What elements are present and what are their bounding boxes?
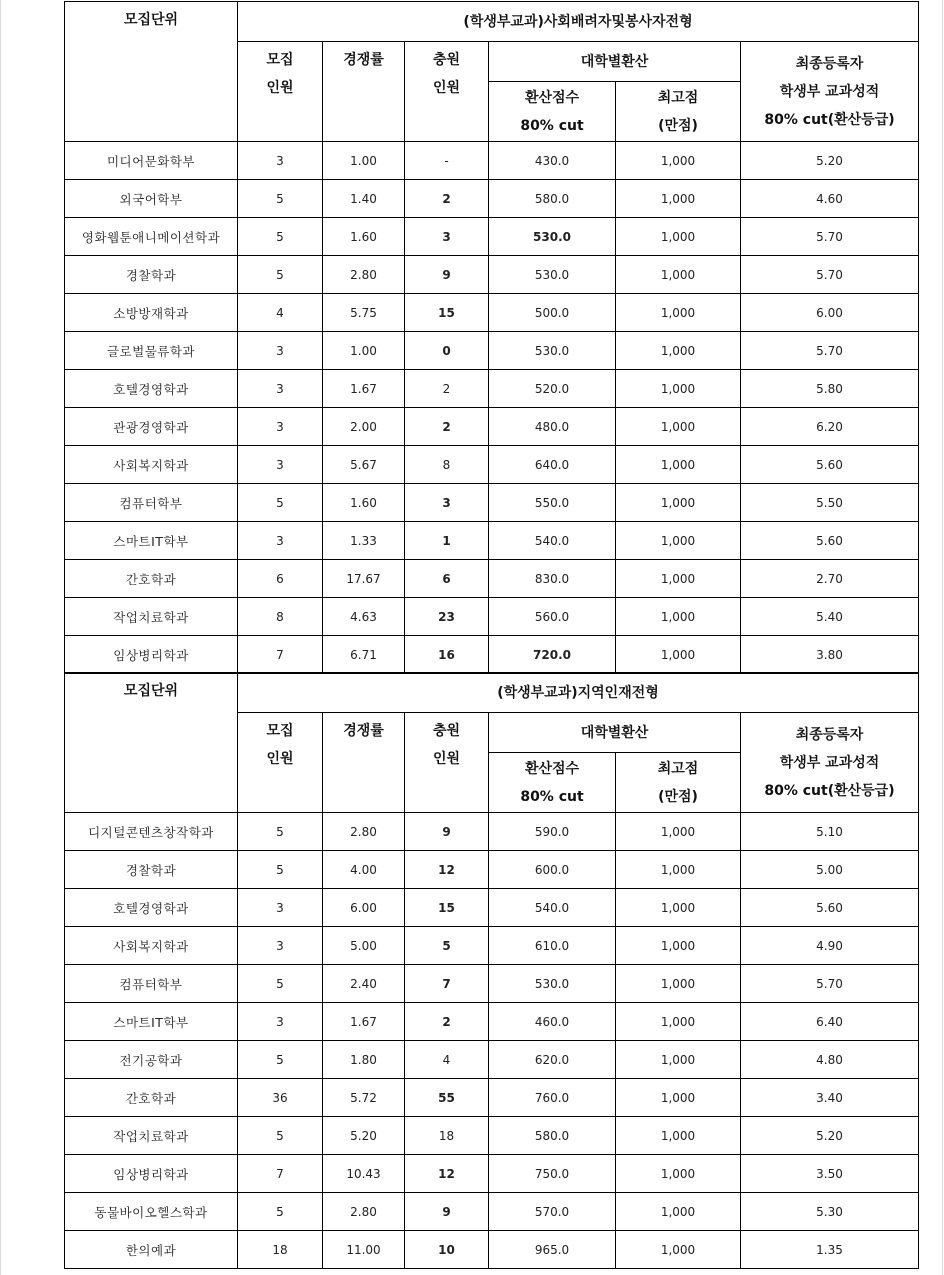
recruit-count-cell: 5	[238, 965, 323, 1003]
right-edge-line	[942, 0, 943, 1275]
recruit-count-cell: 3	[238, 446, 323, 484]
added-count-cell: 15	[405, 889, 489, 927]
recruit-count-cell: 5	[238, 813, 323, 851]
final-grade-cell: 4.60	[741, 180, 919, 218]
competition-ratio-cell: 5.75	[323, 294, 405, 332]
competition-header: 경쟁률	[323, 713, 405, 813]
competition-ratio-cell: 5.20	[323, 1117, 405, 1155]
added-count-cell: 2	[405, 1003, 489, 1041]
unit-name-cell: 스마트IT학부	[65, 1003, 238, 1041]
final-grade-cell: 5.20	[741, 142, 919, 180]
recruit-count-cell: 4	[238, 294, 323, 332]
added-count-cell: 9	[405, 813, 489, 851]
converted-score-cell: 720.0	[489, 636, 616, 674]
table-row	[65, 598, 919, 636]
final-grade-cell: 4.80	[741, 1041, 919, 1079]
added-header: 충원 인원	[405, 713, 489, 813]
table-2-header	[65, 673, 919, 813]
converted-score-cell: 520.0	[489, 370, 616, 408]
competition-ratio-cell: 1.60	[323, 484, 405, 522]
table-row	[65, 965, 919, 1003]
admission-table-2	[64, 672, 919, 1269]
unit-name-cell: 외국어학부	[65, 180, 238, 218]
score-header: 환산점수 80% cut	[489, 82, 616, 142]
max-score-cell: 1,000	[616, 522, 741, 560]
final-grade-header: 최종등록자 학생부 교과성적 80% cut(환산등급)	[741, 42, 919, 142]
unit-name-cell: 간호학과	[65, 560, 238, 598]
competition-ratio-cell: 1.33	[323, 522, 405, 560]
unit-header: 모집단위	[65, 673, 238, 813]
added-count-cell: 2	[405, 370, 489, 408]
unit-name-cell: 스마트IT학부	[65, 522, 238, 560]
recruit-count-cell: 3	[238, 332, 323, 370]
max-score-cell: 1,000	[616, 636, 741, 674]
competition-ratio-cell: 1.00	[323, 332, 405, 370]
final-grade-header: 최종등록자 학생부 교과성적 80% cut(환산등급)	[741, 713, 919, 813]
converted-score-cell: 590.0	[489, 813, 616, 851]
competition-ratio-cell: 6.00	[323, 889, 405, 927]
converted-score-cell: 750.0	[489, 1155, 616, 1193]
converted-score-cell: 620.0	[489, 1041, 616, 1079]
table-row	[65, 256, 919, 294]
competition-ratio-cell: 2.80	[323, 256, 405, 294]
converted-score-cell: 530.0	[489, 965, 616, 1003]
unit-name-cell: 한의예과	[65, 1231, 238, 1269]
recruit-count-cell: 6	[238, 560, 323, 598]
max-score-cell: 1,000	[616, 813, 741, 851]
final-grade-cell: 5.60	[741, 522, 919, 560]
competition-ratio-cell: 11.00	[323, 1231, 405, 1269]
max-score-cell: 1,000	[616, 1079, 741, 1117]
added-count-cell: 12	[405, 1155, 489, 1193]
max-score-cell: 1,000	[616, 218, 741, 256]
table-row	[65, 1231, 919, 1269]
converted-score-cell: 610.0	[489, 927, 616, 965]
final-grade-cell: 3.40	[741, 1079, 919, 1117]
max-score-header: 최고점 (만점)	[616, 82, 741, 142]
competition-ratio-cell: 2.80	[323, 813, 405, 851]
final-grade-cell: 5.70	[741, 218, 919, 256]
unit-name-cell: 호텔경영학과	[65, 370, 238, 408]
competition-ratio-cell: 5.00	[323, 927, 405, 965]
competition-ratio-cell: 4.00	[323, 851, 405, 889]
table-row	[65, 813, 919, 851]
max-score-cell: 1,000	[616, 142, 741, 180]
recruit-count-cell: 5	[238, 180, 323, 218]
max-score-cell: 1,000	[616, 180, 741, 218]
table-row	[65, 522, 919, 560]
final-grade-cell: 5.00	[741, 851, 919, 889]
table-title: (학생부교과)지역인재전형	[238, 673, 919, 713]
added-count-cell: 8	[405, 446, 489, 484]
max-score-cell: 1,000	[616, 332, 741, 370]
table-row	[65, 1193, 919, 1231]
final-grade-cell: 5.60	[741, 889, 919, 927]
final-grade-cell: 5.40	[741, 598, 919, 636]
unit-name-cell: 동물바이오헬스학과	[65, 1193, 238, 1231]
final-grade-cell: 1.35	[741, 1231, 919, 1269]
competition-ratio-cell: 4.63	[323, 598, 405, 636]
converted-score-cell: 830.0	[489, 560, 616, 598]
added-count-cell: 12	[405, 851, 489, 889]
unit-name-cell: 임상병리학과	[65, 636, 238, 674]
added-count-cell: 18	[405, 1117, 489, 1155]
final-grade-cell: 5.60	[741, 446, 919, 484]
final-grade-cell: 5.50	[741, 484, 919, 522]
max-score-cell: 1,000	[616, 560, 741, 598]
recruit-count-cell: 3	[238, 927, 323, 965]
max-score-cell: 1,000	[616, 598, 741, 636]
recruit-count-cell: 7	[238, 1155, 323, 1193]
converted-score-cell: 965.0	[489, 1231, 616, 1269]
added-count-cell: 9	[405, 256, 489, 294]
unit-name-cell: 소방방재학과	[65, 294, 238, 332]
converted-score-cell: 530.0	[489, 218, 616, 256]
max-score-cell: 1,000	[616, 1041, 741, 1079]
recruit-count-cell: 18	[238, 1231, 323, 1269]
unit-name-cell: 컴퓨터학부	[65, 484, 238, 522]
unit-header: 모집단위	[65, 2, 238, 142]
converted-score-cell: 530.0	[489, 256, 616, 294]
competition-ratio-cell: 6.71	[323, 636, 405, 674]
added-count-cell: 16	[405, 636, 489, 674]
recruit-header: 모집 인원	[238, 42, 323, 142]
table-1-header	[65, 2, 919, 142]
added-count-cell: 23	[405, 598, 489, 636]
left-edge-line	[0, 0, 1, 1275]
added-count-cell: 3	[405, 484, 489, 522]
added-count-cell: 10	[405, 1231, 489, 1269]
table-row	[65, 142, 919, 180]
final-grade-cell: 6.40	[741, 1003, 919, 1041]
final-grade-cell: 5.10	[741, 813, 919, 851]
unit-name-cell: 컴퓨터학부	[65, 965, 238, 1003]
table-row	[65, 1117, 919, 1155]
max-score-header: 최고점 (만점)	[616, 753, 741, 813]
table-2-body	[65, 813, 919, 1269]
recruit-count-cell: 3	[238, 142, 323, 180]
converted-score-cell: 460.0	[489, 1003, 616, 1041]
added-count-cell: 7	[405, 965, 489, 1003]
converted-score-cell: 540.0	[489, 889, 616, 927]
table-row	[65, 218, 919, 256]
recruit-count-cell: 5	[238, 256, 323, 294]
univ-conversion-header: 대학별환산	[489, 713, 741, 753]
max-score-cell: 1,000	[616, 927, 741, 965]
unit-name-cell: 사회복지학과	[65, 446, 238, 484]
converted-score-cell: 560.0	[489, 598, 616, 636]
added-count-cell: 55	[405, 1079, 489, 1117]
final-grade-cell: 5.20	[741, 1117, 919, 1155]
converted-score-cell: 480.0	[489, 408, 616, 446]
recruit-count-cell: 5	[238, 484, 323, 522]
unit-name-cell: 간호학과	[65, 1079, 238, 1117]
table-row	[65, 851, 919, 889]
unit-name-cell: 경찰학과	[65, 851, 238, 889]
added-count-cell: 6	[405, 560, 489, 598]
final-grade-cell: 3.80	[741, 636, 919, 674]
unit-name-cell: 사회복지학과	[65, 927, 238, 965]
competition-ratio-cell: 17.67	[323, 560, 405, 598]
added-count-cell: 1	[405, 522, 489, 560]
recruit-count-cell: 3	[238, 889, 323, 927]
unit-name-cell: 영화웹툰애니메이션학과	[65, 218, 238, 256]
table-row	[65, 560, 919, 598]
added-count-cell: 9	[405, 1193, 489, 1231]
recruit-count-cell: 5	[238, 1041, 323, 1079]
unit-name-cell: 작업치료학과	[65, 1117, 238, 1155]
unit-name-cell: 글로벌물류학과	[65, 332, 238, 370]
final-grade-cell: 5.70	[741, 256, 919, 294]
table-row	[65, 370, 919, 408]
table-row	[65, 294, 919, 332]
table-title: (학생부교과)사회배려자및봉사자전형	[238, 2, 919, 42]
converted-score-cell: 580.0	[489, 1117, 616, 1155]
final-grade-cell: 5.70	[741, 965, 919, 1003]
recruit-count-cell: 3	[238, 408, 323, 446]
final-grade-cell: 5.30	[741, 1193, 919, 1231]
converted-score-cell: 580.0	[489, 180, 616, 218]
unit-name-cell: 미디어문화학부	[65, 142, 238, 180]
added-header: 충원 인원	[405, 42, 489, 142]
max-score-cell: 1,000	[616, 1155, 741, 1193]
unit-name-cell: 임상병리학과	[65, 1155, 238, 1193]
unit-name-cell: 호텔경영학과	[65, 889, 238, 927]
added-count-cell: 2	[405, 180, 489, 218]
recruit-count-cell: 5	[238, 1193, 323, 1231]
max-score-cell: 1,000	[616, 1117, 741, 1155]
final-grade-cell: 4.90	[741, 927, 919, 965]
recruit-count-cell: 3	[238, 370, 323, 408]
unit-name-cell: 전기공학과	[65, 1041, 238, 1079]
competition-ratio-cell: 1.60	[323, 218, 405, 256]
competition-ratio-cell: 5.72	[323, 1079, 405, 1117]
converted-score-cell: 540.0	[489, 522, 616, 560]
converted-score-cell: 550.0	[489, 484, 616, 522]
table-row	[65, 1041, 919, 1079]
added-count-cell: 0	[405, 332, 489, 370]
converted-score-cell: 530.0	[489, 332, 616, 370]
recruit-count-cell: 7	[238, 636, 323, 674]
recruit-count-cell: 3	[238, 1003, 323, 1041]
max-score-cell: 1,000	[616, 965, 741, 1003]
table-row	[65, 1155, 919, 1193]
converted-score-cell: 430.0	[489, 142, 616, 180]
table-row	[65, 180, 919, 218]
table-row	[65, 1079, 919, 1117]
added-count-cell: 3	[405, 218, 489, 256]
unit-name-cell: 관광경영학과	[65, 408, 238, 446]
max-score-cell: 1,000	[616, 408, 741, 446]
table-row	[65, 484, 919, 522]
max-score-cell: 1,000	[616, 484, 741, 522]
univ-conversion-header: 대학별환산	[489, 42, 741, 82]
max-score-cell: 1,000	[616, 446, 741, 484]
final-grade-cell: 3.50	[741, 1155, 919, 1193]
table-row	[65, 927, 919, 965]
competition-ratio-cell: 1.67	[323, 1003, 405, 1041]
competition-ratio-cell: 1.00	[323, 142, 405, 180]
recruit-count-cell: 8	[238, 598, 323, 636]
competition-ratio-cell: 2.40	[323, 965, 405, 1003]
final-grade-cell: 5.70	[741, 332, 919, 370]
added-count-cell: 5	[405, 927, 489, 965]
recruit-count-cell: 5	[238, 218, 323, 256]
converted-score-cell: 500.0	[489, 294, 616, 332]
table-row	[65, 636, 919, 674]
max-score-cell: 1,000	[616, 256, 741, 294]
admission-table-1	[64, 1, 919, 674]
score-header: 환산점수 80% cut	[489, 753, 616, 813]
max-score-cell: 1,000	[616, 1231, 741, 1269]
final-grade-cell: 5.80	[741, 370, 919, 408]
competition-ratio-cell: 1.40	[323, 180, 405, 218]
competition-ratio-cell: 2.80	[323, 1193, 405, 1231]
final-grade-cell: 2.70	[741, 560, 919, 598]
competition-ratio-cell: 10.43	[323, 1155, 405, 1193]
table-row	[65, 408, 919, 446]
final-grade-cell: 6.20	[741, 408, 919, 446]
max-score-cell: 1,000	[616, 889, 741, 927]
unit-name-cell: 디지털콘텐츠창작학과	[65, 813, 238, 851]
converted-score-cell: 760.0	[489, 1079, 616, 1117]
unit-name-cell: 작업치료학과	[65, 598, 238, 636]
unit-name-cell: 경찰학과	[65, 256, 238, 294]
added-count-cell: 15	[405, 294, 489, 332]
table-row	[65, 1003, 919, 1041]
converted-score-cell: 600.0	[489, 851, 616, 889]
competition-ratio-cell: 2.00	[323, 408, 405, 446]
recruit-header: 모집 인원	[238, 713, 323, 813]
max-score-cell: 1,000	[616, 851, 741, 889]
added-count-cell: 2	[405, 408, 489, 446]
max-score-cell: 1,000	[616, 1193, 741, 1231]
max-score-cell: 1,000	[616, 1003, 741, 1041]
max-score-cell: 1,000	[616, 294, 741, 332]
competition-ratio-cell: 5.67	[323, 446, 405, 484]
added-count-cell: 4	[405, 1041, 489, 1079]
converted-score-cell: 640.0	[489, 446, 616, 484]
table-row	[65, 332, 919, 370]
competition-header: 경쟁률	[323, 42, 405, 142]
table-row	[65, 889, 919, 927]
added-count-cell: -	[405, 142, 489, 180]
table-row	[65, 446, 919, 484]
table-1-body	[65, 142, 919, 674]
competition-ratio-cell: 1.67	[323, 370, 405, 408]
max-score-cell: 1,000	[616, 370, 741, 408]
recruit-count-cell: 5	[238, 851, 323, 889]
competition-ratio-cell: 1.80	[323, 1041, 405, 1079]
recruit-count-cell: 5	[238, 1117, 323, 1155]
final-grade-cell: 6.00	[741, 294, 919, 332]
converted-score-cell: 570.0	[489, 1193, 616, 1231]
recruit-count-cell: 36	[238, 1079, 323, 1117]
recruit-count-cell: 3	[238, 522, 323, 560]
